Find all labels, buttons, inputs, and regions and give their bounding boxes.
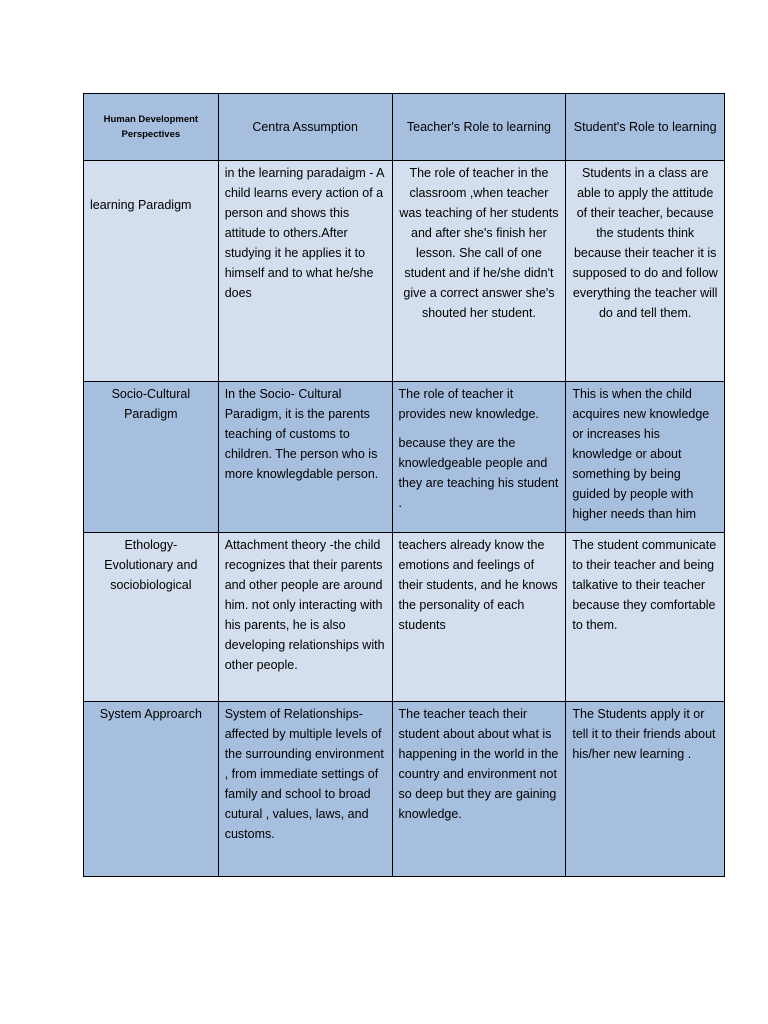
teacher-role-paragraph: The role of teacher it provides new knowledge.	[398, 387, 539, 421]
perspective-cell: Ethology- Evolutionary and sociobiological	[84, 533, 219, 702]
perspective-cell: System Approarch	[84, 702, 219, 877]
perspectives-table	[83, 93, 725, 877]
perspective-text: learning Paradigm	[90, 198, 192, 212]
student-role-cell: Students in a class are able to apply the attitude of their teacher, because the students think because their teacher it is supposed to do and follow everything the teacher will do and tell them.	[566, 161, 725, 382]
assumption-cell: System of Relationships- affected by multiple levels of the surrounding environment , from immediate settings of family and school to broad cutural , values, laws, and customs.	[218, 702, 392, 877]
table-header-row	[84, 94, 725, 161]
teacher-role-cell: The teacher teach their student about about what is happening in the world in the country and environment not so deep but they are gaining knowledge.	[392, 702, 566, 877]
student-role-cell: This is when the child acquires new knowledge or increases his knowledge or about something by being guided by people with higher needs than him	[566, 382, 725, 533]
table-row	[84, 161, 725, 382]
student-role-cell: The Students apply it or tell it to their friends about his/her new learning .	[566, 702, 725, 877]
perspective-cell	[84, 161, 219, 382]
table-row	[84, 382, 725, 533]
header-student-role: Student's Role to learning	[566, 94, 725, 161]
teacher-role-cell: The role of teacher in the classroom ,when teacher was teaching of her students and after she's finish her lesson. She call of one student and if he/she didn't give a correct answer she's shouted her student.	[392, 161, 566, 382]
assumption-cell: In the Socio- Cultural Paradigm, it is the parents teaching of customs to children. The person who is more knowlegdable person.	[218, 382, 392, 533]
header-central-assumption: Centra Assumption	[218, 94, 392, 161]
teacher-role-cell: teachers already know the emotions and feelings of their students, and he knows the personality of each students	[392, 533, 566, 702]
assumption-cell: in the learning paradaigm - A child learns every action of a person and shows this attitude to others.After studying it he applies it to himself and to what he/she does	[218, 161, 392, 382]
teacher-role-cell	[392, 382, 566, 533]
teacher-role-paragraph: because they are the knowledgeable people and they are teaching his student .	[398, 436, 559, 510]
assumption-cell: Attachment theory -the child recognizes that their parents and other people are around him. not only interacting with his parents, he is also developing relationships with other people.	[218, 533, 392, 702]
table-row	[84, 533, 725, 702]
perspective-cell: Socio-Cultural Paradigm	[84, 382, 219, 533]
header-perspectives: Human Development Perspectives	[84, 94, 219, 161]
paragraph-gap	[399, 424, 560, 433]
student-role-cell: The student communicate to their teacher and being talkative to their teacher because they comfortable to them.	[566, 533, 725, 702]
table-row	[84, 702, 725, 877]
header-teacher-role: Teacher's Role to learning	[392, 94, 566, 161]
